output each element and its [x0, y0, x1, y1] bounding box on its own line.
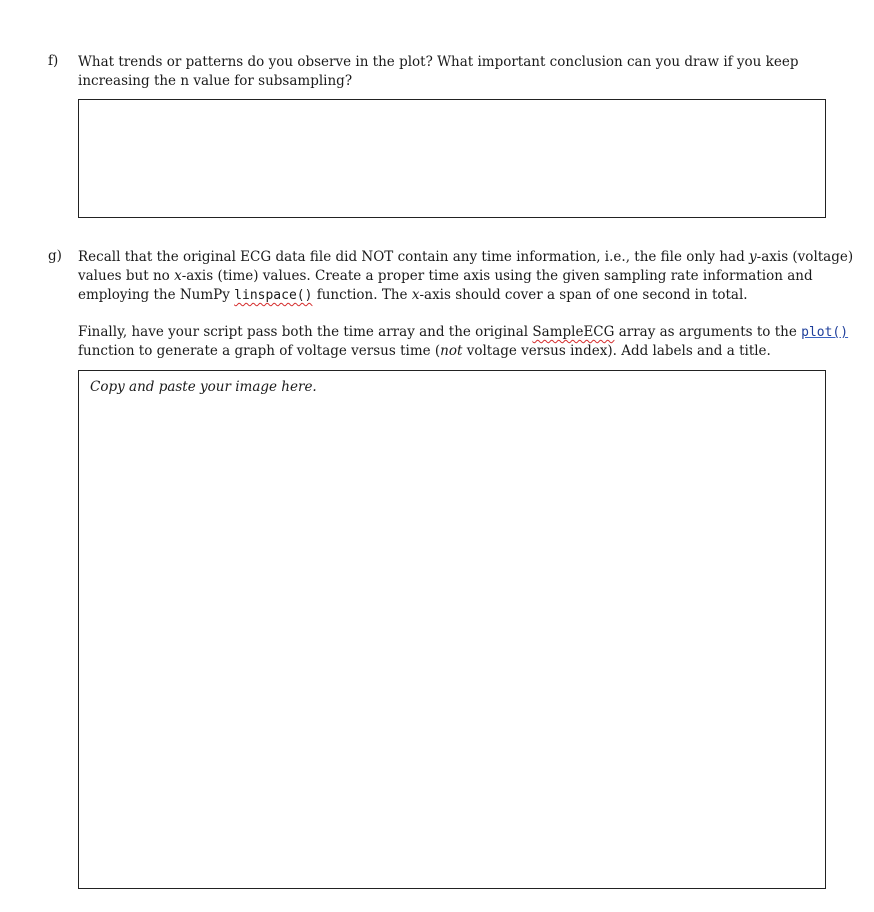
question-g-label: g)	[48, 248, 62, 264]
answer-box-g[interactable]	[78, 370, 826, 889]
question-g-p1-line-1: Recall that the original ECG data file did NOT contain any time information, i.e., the file only had y-axis (voltage)	[78, 249, 854, 265]
question-f-label: f)	[48, 53, 59, 69]
question-g-p2-line-1: Finally, have your script pass both the time array and the original SampleECG array as arguments to the plot()	[78, 324, 849, 340]
question-f-line-2: increasing the n value for subsampling?	[78, 73, 353, 89]
linspace-code: linspace()	[234, 288, 313, 303]
question-f-line-1: What trends or patterns do you observe in the plot? What important conclusion can you draw if you keep	[78, 54, 799, 70]
question-g-paragraph-2	[78, 323, 849, 361]
question-g-p1-line-2: values but no x-axis (time) values. Create a proper time axis using the given sampling rate information and	[78, 268, 813, 284]
question-f-text	[78, 53, 838, 91]
answer-g-placeholder: Copy and paste your image here.	[90, 379, 317, 395]
question-g-p2-line-2: function to generate a graph of voltage versus time (not voltage versus index). Add labels and a title.	[78, 343, 771, 359]
plot-code-link[interactable]: plot()	[801, 325, 849, 340]
question-g-p1-line-3: employing the NumPy linspace() function. The x-axis should cover a span of one second in total.	[78, 287, 748, 303]
answer-box-f[interactable]	[78, 99, 826, 218]
sampleecg-variable: SampleECG	[532, 324, 615, 340]
question-g-paragraph-1	[78, 248, 854, 305]
